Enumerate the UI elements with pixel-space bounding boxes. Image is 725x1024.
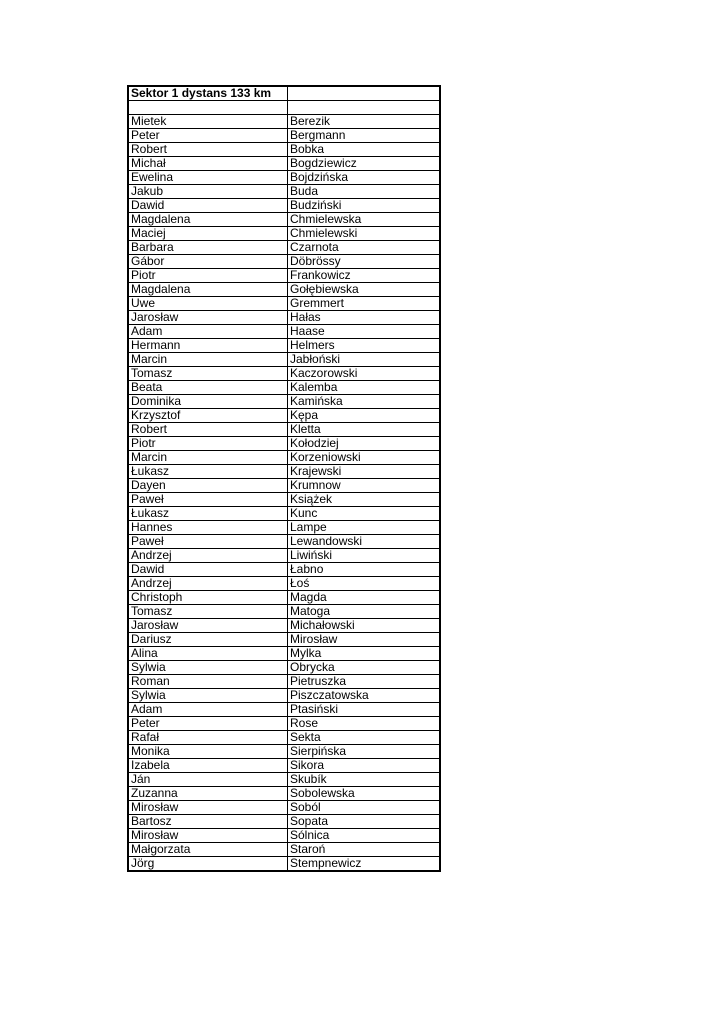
table-row [128, 325, 440, 339]
last-name-cell: Obrycka [288, 661, 441, 675]
table-row [128, 171, 440, 185]
first-name-cell: Dawid [128, 199, 288, 213]
last-name-cell: Sekta [288, 731, 441, 745]
last-name-cell: Sólnica [288, 829, 441, 843]
first-name-cell: Dayen [128, 479, 288, 493]
first-name-cell: Bartosz [128, 815, 288, 829]
table-row [128, 535, 440, 549]
last-name-cell: Döbrössy [288, 255, 441, 269]
table-row [128, 465, 440, 479]
table-row [128, 199, 440, 213]
first-name-cell: Małgorzata [128, 843, 288, 857]
last-name-cell: Helmers [288, 339, 441, 353]
last-name-cell: Krumnow [288, 479, 441, 493]
first-name-cell: Ján [128, 773, 288, 787]
last-name-cell: Soból [288, 801, 441, 815]
table-row [128, 703, 440, 717]
first-name-cell: Mirosław [128, 801, 288, 815]
last-name-cell: Bobka [288, 143, 441, 157]
table-row [128, 675, 440, 689]
table-row [128, 731, 440, 745]
table-row [128, 661, 440, 675]
last-name-cell: Ptasiński [288, 703, 441, 717]
last-name-cell: Chmielewski [288, 227, 441, 241]
participants-table [127, 85, 441, 872]
table-row [128, 591, 440, 605]
first-name-cell: Hannes [128, 521, 288, 535]
participants-table-body [128, 86, 440, 871]
last-name-cell: Lampe [288, 521, 441, 535]
table-header-row [128, 86, 440, 101]
first-name-cell: Paweł [128, 535, 288, 549]
table-row [128, 843, 440, 857]
first-name-cell: Jarosław [128, 311, 288, 325]
first-name-cell: Hermann [128, 339, 288, 353]
first-name-cell: Michał [128, 157, 288, 171]
last-name-cell: Bogdziewicz [288, 157, 441, 171]
first-name-cell: Tomasz [128, 605, 288, 619]
last-name-cell: Magda [288, 591, 441, 605]
table-row [128, 367, 440, 381]
first-name-cell: Zuzanna [128, 787, 288, 801]
table-row [128, 829, 440, 843]
first-name-cell: Ewelina [128, 171, 288, 185]
first-name-cell: Christoph [128, 591, 288, 605]
last-name-cell: Łabno [288, 563, 441, 577]
last-name-cell: Liwiński [288, 549, 441, 563]
table-row [128, 255, 440, 269]
first-name-cell: Barbara [128, 241, 288, 255]
last-name-cell: Sobolewska [288, 787, 441, 801]
first-name-cell: Tomasz [128, 367, 288, 381]
last-name-cell: Lewandowski [288, 535, 441, 549]
table-row [128, 815, 440, 829]
table-row [128, 773, 440, 787]
first-name-cell: Beata [128, 381, 288, 395]
table-row [128, 157, 440, 171]
table-row [128, 745, 440, 759]
last-name-cell: Czarnota [288, 241, 441, 255]
last-name-cell: Bojdzińska [288, 171, 441, 185]
first-name-cell: Paweł [128, 493, 288, 507]
table-row [128, 381, 440, 395]
first-name-cell: Sylwia [128, 661, 288, 675]
table-row [128, 269, 440, 283]
first-name-cell: Marcin [128, 451, 288, 465]
first-name-cell: Marcin [128, 353, 288, 367]
table-blank-row [128, 101, 440, 115]
last-name-cell: Książek [288, 493, 441, 507]
table-row [128, 409, 440, 423]
last-name-cell: Sopata [288, 815, 441, 829]
last-name-cell: Sierpińska [288, 745, 441, 759]
table-row [128, 577, 440, 591]
last-name-cell: Łoś [288, 577, 441, 591]
last-name-cell: Stempnewicz [288, 857, 441, 872]
blank-cell [288, 101, 441, 115]
first-name-cell: Uwe [128, 297, 288, 311]
first-name-cell: Peter [128, 129, 288, 143]
first-name-cell: Krzysztof [128, 409, 288, 423]
first-name-cell: Rafał [128, 731, 288, 745]
first-name-cell: Piotr [128, 437, 288, 451]
last-name-cell: Matoga [288, 605, 441, 619]
blank-cell [128, 101, 288, 115]
table-row [128, 423, 440, 437]
last-name-cell: Haase [288, 325, 441, 339]
table-row [128, 185, 440, 199]
first-name-cell: Adam [128, 703, 288, 717]
table-row [128, 143, 440, 157]
last-name-cell: Staroń [288, 843, 441, 857]
last-name-cell: Frankowicz [288, 269, 441, 283]
table-row [128, 563, 440, 577]
table-row [128, 339, 440, 353]
table-row [128, 689, 440, 703]
table-row [128, 115, 440, 129]
table-row [128, 633, 440, 647]
table-row [128, 451, 440, 465]
last-name-cell: Mylka [288, 647, 441, 661]
last-name-cell: Rose [288, 717, 441, 731]
last-name-cell: Kletta [288, 423, 441, 437]
last-name-cell: Kaczorowski [288, 367, 441, 381]
first-name-cell: Magdalena [128, 213, 288, 227]
table-row [128, 395, 440, 409]
first-name-cell: Dawid [128, 563, 288, 577]
last-name-cell: Kamińska [288, 395, 441, 409]
last-name-cell: Kołodziej [288, 437, 441, 451]
first-name-cell: Andrzej [128, 549, 288, 563]
last-name-cell: Buda [288, 185, 441, 199]
last-name-cell: Pietruszka [288, 675, 441, 689]
table-row [128, 227, 440, 241]
first-name-cell: Piotr [128, 269, 288, 283]
first-name-cell: Jarosław [128, 619, 288, 633]
first-name-cell: Gábor [128, 255, 288, 269]
first-name-cell: Robert [128, 423, 288, 437]
first-name-cell: Mietek [128, 115, 288, 129]
table-row [128, 549, 440, 563]
table-row [128, 493, 440, 507]
last-name-cell: Jabłoński [288, 353, 441, 367]
table-row [128, 647, 440, 661]
table-row [128, 353, 440, 367]
sector-title-cell: Sektor 1 dystans 133 km [128, 86, 288, 101]
table-row [128, 479, 440, 493]
last-name-cell: Berezik [288, 115, 441, 129]
last-name-cell: Kępa [288, 409, 441, 423]
first-name-cell: Peter [128, 717, 288, 731]
table-row [128, 857, 440, 872]
last-name-cell: Budziński [288, 199, 441, 213]
last-name-cell: Sikora [288, 759, 441, 773]
table-row [128, 717, 440, 731]
last-name-cell: Hałas [288, 311, 441, 325]
table-row [128, 521, 440, 535]
first-name-cell: Łukasz [128, 465, 288, 479]
last-name-cell: Kunc [288, 507, 441, 521]
first-name-cell: Adam [128, 325, 288, 339]
first-name-cell: Jakub [128, 185, 288, 199]
first-name-cell: Dominika [128, 395, 288, 409]
header-empty-cell [288, 86, 441, 101]
table-row [128, 283, 440, 297]
table-row [128, 619, 440, 633]
last-name-cell: Michałowski [288, 619, 441, 633]
first-name-cell: Magdalena [128, 283, 288, 297]
last-name-cell: Kalemba [288, 381, 441, 395]
table-row [128, 437, 440, 451]
last-name-cell: Gołębiewska [288, 283, 441, 297]
table-row [128, 787, 440, 801]
last-name-cell: Korzeniowski [288, 451, 441, 465]
last-name-cell: Bergmann [288, 129, 441, 143]
first-name-cell: Łukasz [128, 507, 288, 521]
table-row [128, 311, 440, 325]
last-name-cell: Piszczatowska [288, 689, 441, 703]
first-name-cell: Mirosław [128, 829, 288, 843]
first-name-cell: Dariusz [128, 633, 288, 647]
last-name-cell: Skubík [288, 773, 441, 787]
last-name-cell: Chmielewska [288, 213, 441, 227]
first-name-cell: Roman [128, 675, 288, 689]
table-row [128, 213, 440, 227]
table-row [128, 297, 440, 311]
last-name-cell: Gremmert [288, 297, 441, 311]
first-name-cell: Monika [128, 745, 288, 759]
first-name-cell: Robert [128, 143, 288, 157]
table-row [128, 605, 440, 619]
first-name-cell: Izabela [128, 759, 288, 773]
first-name-cell: Jörg [128, 857, 288, 872]
first-name-cell: Maciej [128, 227, 288, 241]
table-row [128, 759, 440, 773]
last-name-cell: Mirosław [288, 633, 441, 647]
last-name-cell: Krajewski [288, 465, 441, 479]
table-row [128, 129, 440, 143]
table-row [128, 241, 440, 255]
first-name-cell: Sylwia [128, 689, 288, 703]
first-name-cell: Alina [128, 647, 288, 661]
first-name-cell: Andrzej [128, 577, 288, 591]
table-row [128, 801, 440, 815]
table-row [128, 507, 440, 521]
